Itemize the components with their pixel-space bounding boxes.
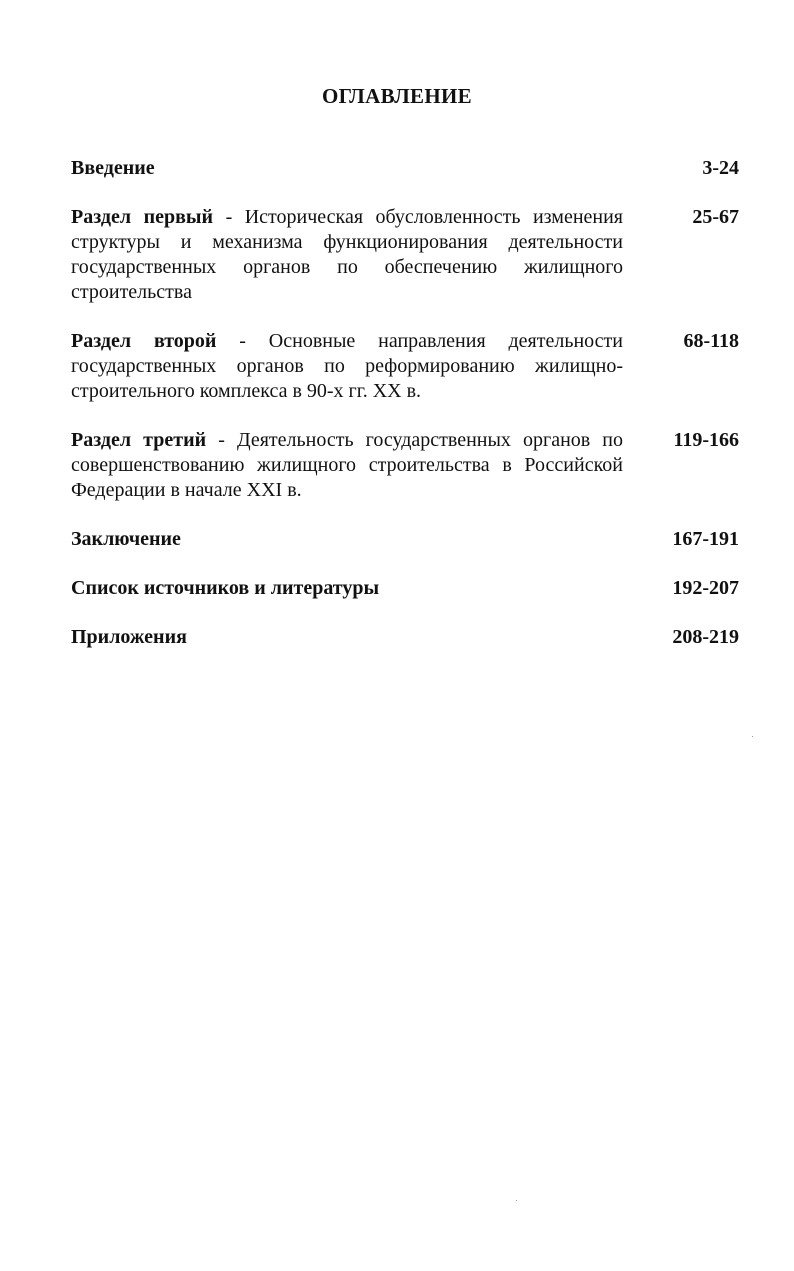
toc-entry-pages: 68-118 — [683, 330, 739, 352]
scan-speck — [752, 736, 753, 737]
toc-entry-conclusion — [71, 527, 739, 552]
toc-entry-section-1 — [71, 205, 739, 305]
toc-entry-title: Заключение — [71, 528, 181, 550]
toc-entry-title: Раздел первый — [71, 206, 214, 228]
page-title: ОГЛАВЛЕНИЕ — [322, 84, 472, 108]
toc-entry-description — [71, 205, 623, 305]
toc-entry-pages: 192-207 — [672, 577, 739, 599]
toc-entry-title: Раздел второй — [71, 330, 217, 352]
scan-speck — [516, 1200, 517, 1201]
toc-entry-section-3 — [71, 428, 739, 503]
toc-entry-introduction — [71, 156, 739, 181]
toc-entry-pages: 208-219 — [672, 626, 739, 648]
toc-entry-pages: 25-67 — [692, 206, 739, 228]
toc-entry-description — [71, 428, 623, 503]
toc-entry-title: Введение — [71, 157, 155, 179]
toc-entry-title: Список источников и литературы — [71, 577, 380, 599]
toc-entry-text: - Деятельность государственных органов по совершенствованию жилищного строительства в Российской Федерации в начале XXI в. — [71, 429, 623, 501]
toc-entry-pages: 119-166 — [673, 429, 739, 451]
toc-entry-description — [71, 329, 623, 404]
table-of-contents — [71, 156, 739, 650]
toc-entry-title: Приложения — [71, 626, 187, 648]
toc-entry-bibliography — [71, 576, 739, 601]
toc-entry-pages: 167-191 — [672, 528, 739, 550]
toc-entry-appendices — [71, 625, 739, 650]
toc-entry-text: - Основные направления деятельности государственных органов по реформированию жилищно-строительного комплекса в 90-х гг. XX в. — [71, 330, 623, 402]
toc-entry-pages: 3-24 — [702, 157, 739, 179]
toc-entry-text: - Историческая обусловленность изменения структуры и механизма функционирования деятельности государственных органов по обеспечению жилищного строительства — [71, 206, 624, 303]
toc-entry-title: Раздел третий — [71, 429, 207, 451]
toc-entry-section-2 — [71, 329, 739, 404]
